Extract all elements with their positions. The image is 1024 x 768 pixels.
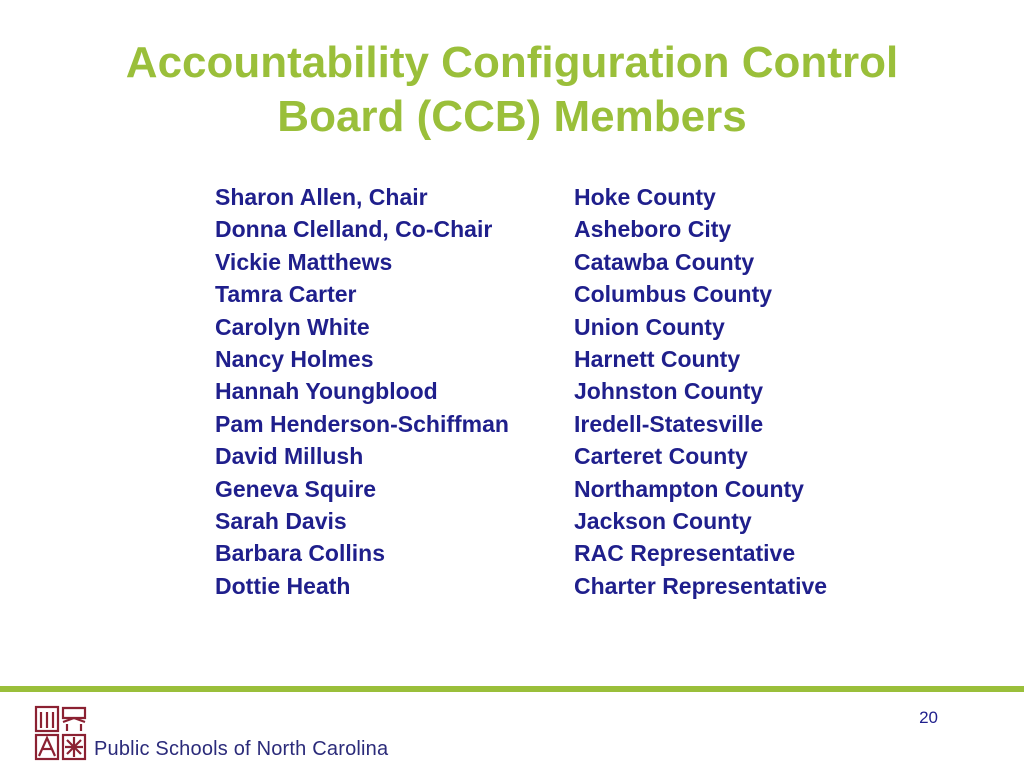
member-name: Carolyn White xyxy=(215,313,370,340)
member-name: Dottie Heath xyxy=(215,572,351,599)
member-name: Tamra Carter xyxy=(215,281,357,308)
member-name: David Millush xyxy=(215,443,364,470)
member-organization: Columbus County xyxy=(574,281,773,308)
member-row xyxy=(215,343,827,375)
member-organization: Catawba County xyxy=(574,248,755,275)
member-name: Sarah Davis xyxy=(215,507,347,534)
member-organization: Asheboro City xyxy=(574,216,732,243)
member-row xyxy=(215,505,827,537)
slide-title-line-2: Board (CCB) Members xyxy=(277,92,747,141)
member-row xyxy=(215,278,827,310)
slide-title-line-1: Accountability Configuration Control xyxy=(125,38,899,87)
logo-text: Public Schools of North Carolina xyxy=(94,738,389,760)
member-row xyxy=(215,213,827,245)
member-organization: Johnston County xyxy=(574,378,764,405)
member-organization: Harnett County xyxy=(574,345,741,372)
nc-public-schools-logo-icon xyxy=(33,704,89,762)
member-row xyxy=(215,570,827,602)
member-organization: Jackson County xyxy=(574,507,752,534)
member-organization: RAC Representative xyxy=(574,540,796,567)
member-row xyxy=(215,311,827,343)
member-name: Sharon Allen, Chair xyxy=(215,184,428,210)
member-name: Vickie Matthews xyxy=(215,248,393,275)
member-organization: Hoke County xyxy=(574,184,716,210)
member-organization: Union County xyxy=(574,313,725,340)
member-organization: Charter Representative xyxy=(574,572,828,599)
member-name: Donna Clelland, Co-Chair xyxy=(215,216,493,243)
member-organization: Northampton County xyxy=(574,475,804,502)
member-organization: Carteret County xyxy=(574,443,748,470)
footer-divider xyxy=(0,686,1024,692)
member-row xyxy=(215,408,827,440)
member-name: Nancy Holmes xyxy=(215,345,374,372)
slide-title xyxy=(0,36,1024,144)
member-row xyxy=(215,473,827,505)
member-row xyxy=(215,181,827,213)
member-row xyxy=(215,375,827,407)
page-number: 20 xyxy=(919,708,938,727)
member-row xyxy=(215,440,827,472)
member-name: Hannah Youngblood xyxy=(215,378,438,405)
member-name: Barbara Collins xyxy=(215,540,385,567)
member-row xyxy=(215,537,827,569)
member-name: Geneva Squire xyxy=(215,475,377,502)
member-name: Pam Henderson-Schiffman xyxy=(215,410,509,437)
member-row xyxy=(215,246,827,278)
member-organization: Iredell-Statesville xyxy=(574,410,764,437)
member-list xyxy=(215,181,827,602)
